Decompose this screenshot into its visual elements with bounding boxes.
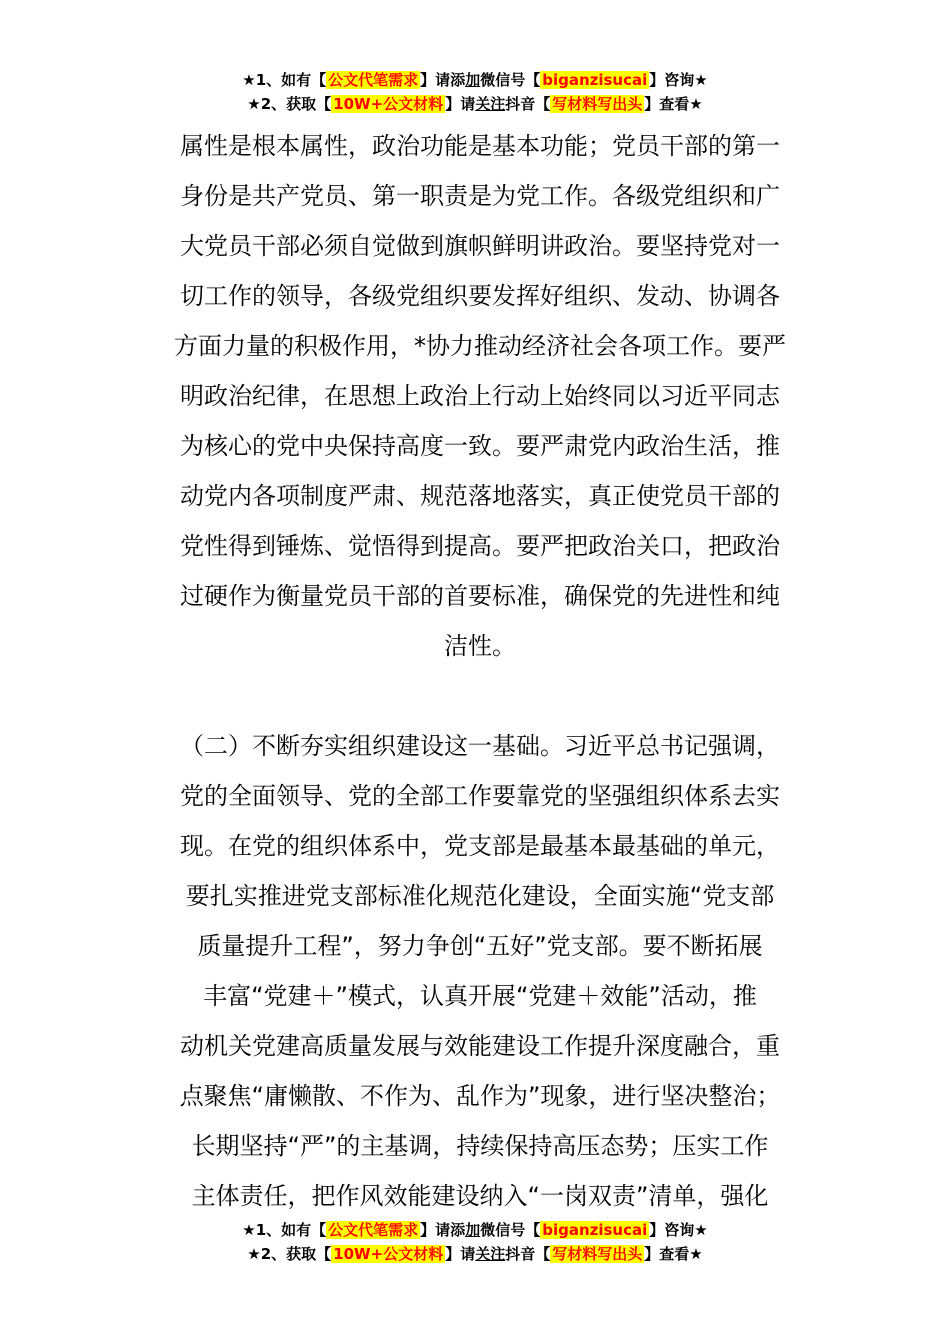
banner-text: 】咨询★ xyxy=(649,71,708,89)
banner-text: 】请添 xyxy=(420,71,466,89)
banner-text: 微信号【 xyxy=(480,1221,541,1239)
text-line: 洁性。 xyxy=(444,632,516,660)
text-line: （二）不断夯实组织建设这一基础。习近平总书记强调， xyxy=(180,732,780,760)
banner-text: 抖音【 xyxy=(505,1245,551,1263)
banner-text: 】请 xyxy=(445,95,476,113)
text-line: 明政治纪律，在思想上政治上行动上始终同以习近平同志 xyxy=(180,382,780,410)
text-line: 过硬作为衡量党员干部的首要标准，确保党的先进性和纯 xyxy=(180,582,780,610)
text-line: 要扎实推进党支部标准化规范化建设，全面实施“党支部 xyxy=(185,882,775,910)
banner-highlight: biganzisucai xyxy=(542,71,648,89)
banner-line-2 xyxy=(0,92,950,116)
banner-text: ★2、获取【 xyxy=(247,95,332,113)
banner-text: 】请 xyxy=(445,1245,476,1263)
text-line: 大党员干部必须自觉做到旗帜鲜明讲政治。要坚持党对一 xyxy=(180,232,780,260)
banner-highlight: 10W+公文材料 xyxy=(333,1245,444,1263)
banner-highlight: 公文代笔需求 xyxy=(328,71,419,89)
text-line: 切工作的领导，各级党组织要发挥好组织、发动、协调各 xyxy=(180,282,780,310)
banner-underlined-text: 加 xyxy=(465,1221,481,1239)
footer-banner xyxy=(0,1218,950,1266)
banner-text: 】咨询★ xyxy=(649,1221,708,1239)
paragraph-spacer xyxy=(150,671,810,721)
banner-line-1 xyxy=(0,68,950,92)
banner-text: 】查看★ xyxy=(644,1245,703,1263)
banner-text: ★2、获取【 xyxy=(247,1245,332,1263)
header-banner xyxy=(0,68,950,116)
banner-highlight: biganzisucai xyxy=(542,1221,648,1239)
text-line: 方面力量的积极作用，*协力推动经济社会各项工作。要严 xyxy=(174,332,786,360)
text-line: 党性得到锤炼、觉悟得到提高。要严把政治关口，把政治 xyxy=(180,532,780,560)
banner-underlined-text: 加 xyxy=(465,71,481,89)
text-line: 身份是共产党员、第一职责是为党工作。各级党组织和广 xyxy=(180,182,780,210)
text-line: 主体责任，把作风效能建设纳入“一岗双责”清单，强化 xyxy=(191,1182,769,1210)
banner-underlined-text: 关注 xyxy=(475,1245,506,1263)
document-body xyxy=(150,121,810,1221)
banner-text: 】请添 xyxy=(420,1221,466,1239)
text-line: 党的全面领导、党的全部工作要靠党的坚强组织体系去实 xyxy=(180,782,780,810)
banner-text: 】查看★ xyxy=(644,95,703,113)
banner-highlight: 公文代笔需求 xyxy=(328,1221,419,1239)
text-line: 属性是根本属性，政治功能是基本功能；党员干部的第一 xyxy=(180,132,780,160)
banner-line-2 xyxy=(0,1242,950,1266)
text-line: 点聚焦“庸懒散、不作为、乱作为”现象，进行坚决整治； xyxy=(179,1082,781,1110)
banner-highlight: 写材料写出头 xyxy=(552,95,643,113)
paragraph-2 xyxy=(150,721,810,1221)
banner-text: 抖音【 xyxy=(505,95,551,113)
banner-highlight: 10W+公文材料 xyxy=(333,95,444,113)
text-line: 动机关党建高质量发展与效能建设工作提升深度融合，重 xyxy=(180,1032,780,1060)
banner-text: ★1、如有【 xyxy=(242,1221,327,1239)
banner-text: 微信号【 xyxy=(480,71,541,89)
banner-line-1 xyxy=(0,1218,950,1242)
text-line: 为核心的党中央保持高度一致。要严肃党内政治生活，推 xyxy=(180,432,780,460)
banner-text: ★1、如有【 xyxy=(242,71,327,89)
text-line: 现。在党的组织体系中，党支部是最基本最基础的单元， xyxy=(180,832,780,860)
paragraph-1 xyxy=(150,121,810,671)
text-line: 长期坚持“严”的主基调，持续保持高压态势；压实工作 xyxy=(191,1132,769,1160)
banner-highlight: 写材料写出头 xyxy=(552,1245,643,1263)
text-line: 丰富“党建＋”模式，认真开展“党建＋效能”活动，推 xyxy=(203,982,757,1010)
banner-underlined-text: 关注 xyxy=(475,95,506,113)
text-line: 质量提升工程”，努力争创“五好”党支部。要不断拓展 xyxy=(197,932,763,960)
text-line: 动党内各项制度严肃、规范落地落实，真正使党员干部的 xyxy=(180,482,780,510)
